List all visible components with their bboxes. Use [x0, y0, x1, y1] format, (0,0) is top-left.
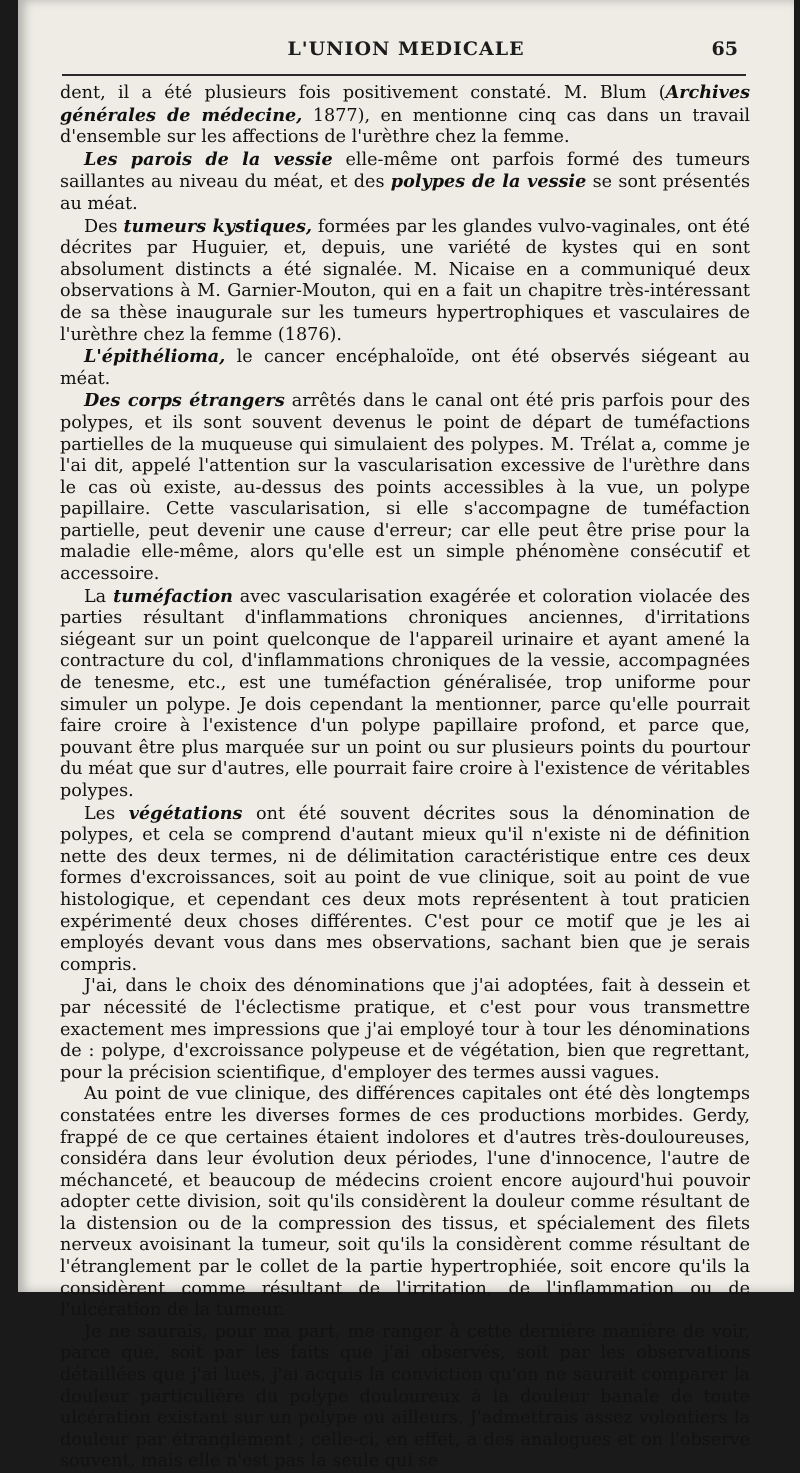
italic-term: Archives générales de médecine,: [60, 82, 750, 126]
paragraph: [60, 803, 750, 977]
paragraph: [60, 586, 750, 803]
text-run: elle-même ont parfois formé des tumeurs saillantes au niveau du méat, et des: [60, 149, 751, 193]
running-title: L'UNION MEDICALE: [287, 38, 525, 60]
italic-term: L'épithélioma,: [84, 346, 226, 368]
paragraph: [60, 976, 750, 1084]
paragraph: [60, 149, 750, 216]
text-run: Les: [84, 803, 129, 824]
italic-term: Des corps étrangers: [84, 390, 285, 412]
text-run: La: [84, 586, 114, 607]
text-run: le cancer encéphaloïde, ont été observés siégeant au méat.: [60, 347, 750, 389]
paragraph: [60, 1322, 750, 1473]
text-run: se sont présentés au méat.: [60, 172, 751, 214]
paragraph: [60, 216, 750, 347]
paragraph: [60, 390, 750, 585]
text-run: Je ne saurais, pour ma part, me ranger à cette dernière manière de voir, parce que, soit par les faits que j'ai observés, soit par les observations détaillées que j'ai lues, j'ai acquis la conviction qu'on ne saurait comparer la douleur particulière du polype douloureux à la douleur banale de toute ulcération existant sur un polype ou ailleurs. J'admettrais assez volontiers la douleur par étranglement ; celle-ci, en effet, a des analogues et on l'observe souvent, mais elle n'est pas la seule qui se: [60, 1321, 750, 1472]
italic-term: tumeurs kystiques,: [123, 215, 313, 237]
text-run: formées par les glandes vulvo-vaginales, ont été décrites par Huguier, et, depuis, une variété de kystes qui en sont absolument distincts a été signalée. M. Nicaise en a communiqué deux observations à M. Garnier-Mouton, qui en a fait un chapitre très-intéressant de sa thèse inaugurale sur les tumeurs hypertrophiques et vasculaires de l'urèthre chez la femme (1876).: [60, 216, 751, 345]
text-run: 1877), en mentionne cinq cas dans un travail d'ensemble sur les affections de l'urèthre chez la femme.: [60, 105, 750, 148]
running-header: [18, 38, 794, 68]
page-number: 65: [711, 38, 738, 60]
italic-term: végétations: [128, 802, 243, 824]
paragraph: [60, 1084, 750, 1322]
book-page: [18, 0, 794, 1472]
text-run: Au point de vue clinique, des différences capitales ont été dès longtemps constatées entre les diverses formes de ces productions morbides. Gerdy, frappé de ce que certaines étaient indolores et d'autres très-douloureuses, considéra dans leur évolution deux périodes, l'une d'innocence, l'autre de méchanceté, et beaucoup de médecins croient encore aujourd'hui pouvoir adopter cette division, soit qu'ils considèrent la douleur comme résultant de la distension ou de la compression des tissus, et spécialement des filets nerveux avoisinant la tumeur, soit qu'ils la considèrent comme résultant de l'étranglement par le collet de la partie hypertrophiée, soit encore qu'ils la considèrent comme résultant de l'irritation, de l'inflammation ou de l'ulcération de la tumeur.: [60, 1084, 750, 1321]
text-run: J'ai, dans le choix des dénominations que j'ai adoptées, fait à dessein et par nécessité de l'éclectisme pratique, et c'est pour vous transmettre exactement mes impressions que j'ai employé tour à tour les dénominations de : polype, d'excroissance polypeuse et de végétation, bien que regrettant, pour la précision scientifique, d'employer des termes aussi vagues.: [60, 976, 750, 1083]
text-run: arrêtés dans le canal ont été pris parfois pour des polypes, et ils sont souvent devenus le point de départ de tuméfactions partielles de la muqueuse qui simulaient des polypes. M. Trélat a, comme je l'ai dit, appelé l'attention sur la vascularisation excessive de l'urèthre dans le cas où existe, au-dessus des points accessibles à la vue, un polype papillaire. Cette vascularisation, si elle s'accompagne de tuméfaction partielle, peut devenir une cause d'erreur; car elle peut être prise pour la maladie elle-même, alors qu'elle est un simple phénomène consécutif et accessoire.: [60, 391, 750, 585]
text-run: avec vascularisation exagérée et coloration violacée des parties résultant d'inflammations chroniques anciennes, d'irritations siégeant sur un point quelconque de l'appareil urinaire et ayant amené la contracture du col, d'inflammations chroniques de la vessie, accompagnées de tenesme, etc., est une tuméfaction généralisée, trop uniforme pour simuler un polype. Je dois cependant la mentionner, parce qu'elle pourrait faire croire à l'existence d'un polype papillaire profond, et parce que, pouvant être plus marquée sur un point ou sur plusieurs points du pourtour du méat que sur d'autres, elle pourrait faire croire à l'existence de véritables polypes.: [60, 586, 751, 801]
text-run: ont été souvent décrites sous la dénomination de polypes, et cela se comprend d'autant mieux qu'il n'existe ni de définition nette des deux termes, ni de délimitation caractéristique entre ces deux formes d'excroissances, soit au point de vue clinique, soit au point de vue histologique, et cependant ces deux mots représentent à tout praticien expérimenté deux choses différentes. C'est pour ce motif que je les ai employés devant vous dans mes observations, sachant bien que je serais compris.: [60, 803, 751, 975]
paragraph: [60, 82, 750, 149]
paragraph: [60, 346, 750, 390]
body-text: [60, 82, 750, 1473]
text-run: dent, il a été plusieurs fois positivement constaté. M. Blum (: [60, 83, 666, 103]
header-rule: [62, 74, 746, 76]
text-run: Des: [84, 216, 124, 237]
italic-term: tuméfaction: [113, 585, 233, 607]
italic-term: Les parois de la vessie: [84, 148, 333, 170]
italic-term: polypes de la vessie: [390, 171, 587, 193]
